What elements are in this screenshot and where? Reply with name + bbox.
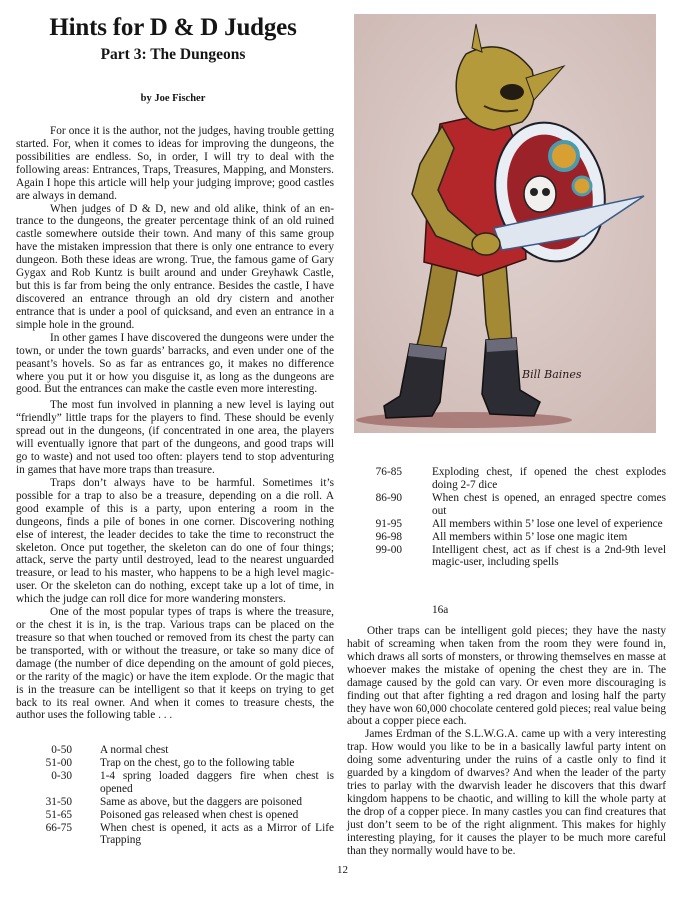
page-number: 12 [337, 864, 348, 876]
paragraph: One of the most popular types of traps is where the treasure, or the chest it is in, is the trap. Various traps can be placed on the treasure so that when touched or removed from its chest the party can be transported, with or without the treasure, or take so many dice of damage (the number of dice depending on the amount of gold pieces, or the rarity of the magic) or have the item explode. Or the magic that is in the treasure can be intelligent so that it keeps on trying to get back to its real owner. And when it comes to treasure chests, the author uses the following table . . . [16, 606, 334, 722]
paragraph: James Erdman of the S.L.W.G.A. came up with a very interesting trap. How would you like to be in a basically lawful party intent on doing some adventuring under the ruins of a castle only to find it guarded by a kingdom of dwarves? And when the leader of the party tries to parlay with the dwarvish leader he discovers that this dwarf kingdom happens to be chaotic, and willing to kill the whole party at the drop of a copper piece. In many castles you can find creatures that just don’t seem to be of the right alignment. This makes for highly interesting playing, for it causes the player to be much more careful than they normally would have to be. [347, 728, 666, 857]
roll-range: 91-95 [375, 517, 402, 530]
table-row [360, 531, 666, 544]
chest-table-part-1 [30, 744, 334, 847]
table-row [360, 492, 666, 518]
roll-result: Intelligent chest, act as if chest is a 2nd-9th level magic-user, including spells [432, 543, 666, 569]
table-label: 16a [432, 604, 449, 616]
right-column [347, 625, 666, 858]
table-row [30, 796, 334, 809]
article-subtitle: Part 3: The Dungeons [100, 46, 246, 63]
roll-result: Exploding chest, if opened the chest explodes doing 2-7 dice [432, 466, 666, 491]
skull-eye [530, 188, 538, 196]
artist-signature: Bill Baines [522, 368, 582, 381]
article-title: Hints for D & D Judges [49, 14, 297, 41]
boot-cuff [486, 338, 517, 352]
roll-result: 1-4 spring loaded daggers fire when chest is opened [100, 769, 334, 795]
roll-result: Trap on the chest, go to the following table [100, 756, 295, 769]
roll-result: Poisoned gas released when chest is opened [100, 808, 299, 821]
roll-result: Same as above, but the daggers are poisoned [100, 795, 303, 808]
article-byline: by Joe Fischer [140, 93, 206, 104]
paragraph: The most fun involved in planning a new level is laying out “friendly” little traps for the players to find. These should be evenly spread out in the dungeons, (if concentrated in one area, the players will eventually ignore that part of the dungeons, and good traps will go to waste) and not used too often: players tend to stop adventuring in games that have more traps than treasure. [16, 399, 334, 476]
roll-range: 66-75 [45, 821, 72, 834]
paragraph: For once it is the author, not the judges, having trouble getting started. For, when it comes to ideas for improving the dungeons, the possibilities are endless. So, in order, I will try to deal with the following areas: Entrances, Traps, Treasures, Mapping, and Monsters. Again I hope this article will help your judging improve; good castles are always in demand. [16, 125, 334, 202]
table-row [30, 822, 334, 848]
shield-orb [573, 177, 591, 195]
paragraph: When judges of D & D, new and old alike, think of an entrance to the dungeons, the greater percentage think of an old ruined castle somewhere outside their town. And many of this same group have the mistaken impression that there is only one entrance to every dungeon. Both these ideas are wrong. True, the famous game of Gary Gygax and Rob Kuntz is built around and under Greyhawk Castle, but this is far from being the only entrance. Besides the castle, I have discovered an entrance through an old dry cistern and another entrance that is under a pool of quicksand, and even an entrance in a simple hole in the ground. [16, 202, 334, 331]
roll-range: 31-50 [45, 795, 72, 808]
roll-range: 51-65 [45, 808, 72, 821]
roll-result: All members within 5’ lose one magic item [432, 530, 628, 543]
roll-range: 99-00 [375, 543, 402, 556]
roll-range: 96-98 [375, 530, 402, 543]
left-column [16, 125, 334, 722]
table-row [360, 466, 666, 492]
goblin-drawing [354, 14, 656, 433]
roll-result: All members within 5’ lose one level of experience [432, 517, 663, 530]
table-row [30, 757, 334, 770]
eye-shadow [500, 84, 524, 100]
goblin-illustration [354, 14, 656, 433]
skull-emblem [524, 176, 556, 212]
table-row [360, 544, 666, 570]
table-row [30, 809, 334, 822]
roll-range: 0-50 [51, 744, 72, 756]
chest-table-part-2 [360, 466, 666, 569]
table-row [30, 770, 334, 796]
table-row [360, 518, 666, 531]
skull-eye [542, 188, 550, 196]
roll-result: When chest is opened, it acts as a Mirror of Life Trapping [100, 821, 334, 847]
roll-result: When chest is opened, an enraged spectre comes out [432, 491, 666, 517]
hand [472, 233, 500, 255]
roll-range: 51-00 [45, 756, 72, 769]
paragraph: In other games I have discovered the dungeons were under the town, or under the town guards’ barracks, and even under one of the peasant’s hovels. So as far as entrances go, it makes no difference where you put it or how you disguise it, as long as the dungeons are good. But the entrances can make the castle even more interesting. [16, 331, 334, 396]
paragraph: Other traps can be intelligent gold pieces; they have the nasty habit of screaming when taken from the room they were found in, which draws all sorts of monsters, or throwing themselves en masse at whoever makes the mistake of opening the chest they are in. The damage caused by the gold can vary. Or even more discouraging is finding out that after fighting a red dragon and losing half the party they have won 60,000 chocolate centered gold pieces; real value being about a copper piece each. [347, 625, 667, 728]
roll-range: 86-90 [375, 491, 402, 504]
table-row [30, 744, 334, 757]
paragraph: Traps don’t always have to be harmful. Sometimes it’s possible for a trap to also be a treasure, depending on a die roll. A good example of this is a party, upon entering a room in the dungeons, finds a pile of bones in one corner. Discovering nothing else of interest, the leader decides to take the time to reconstruct the skeleton. Once put together, the skeleton can do one of four things; attack, serve the party until destroyed, lead to the nearest unguarded treasure, or lead to his master, who happens to be a high level magic-user. Or the skeleton can do nothing, except take up a lot of time, in which the judge can roll dice for more wandering monsters. [16, 476, 334, 606]
roll-range: 0-30 [51, 769, 72, 782]
shield-orb [550, 142, 578, 170]
roll-result: A normal chest [100, 744, 169, 756]
roll-range: 76-85 [375, 466, 402, 478]
